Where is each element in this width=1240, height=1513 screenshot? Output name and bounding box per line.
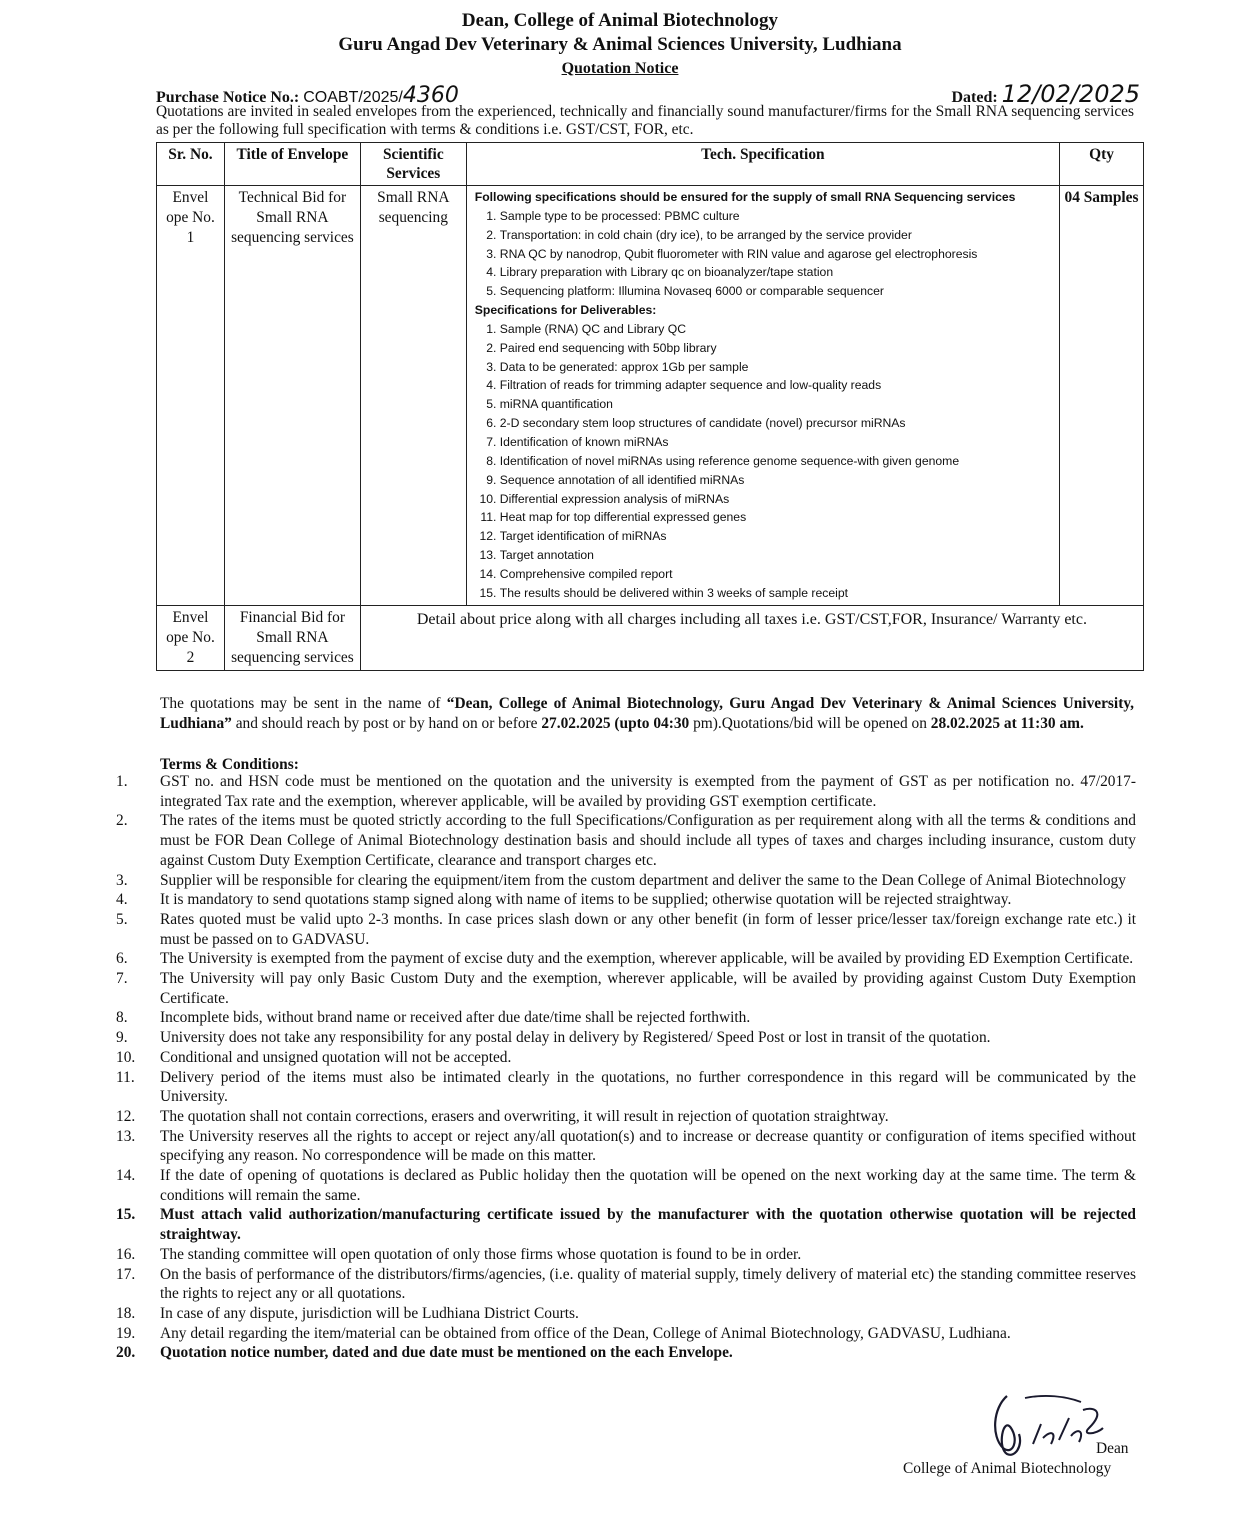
term-text: On the basis of performance of the distributors/firms/agencies, (i.e. quality of material supply, timely delivery of material etc) the standing committee reserves the rights to reject any or all quotations. bbox=[160, 1265, 1136, 1303]
list-item: 7. Identification of known miRNAs bbox=[500, 433, 1051, 452]
term-number: 1. bbox=[116, 773, 128, 790]
envelope-1-service: Small RNA sequencing bbox=[360, 186, 466, 606]
term-number: 18. bbox=[116, 1304, 136, 1322]
term-text: GST no. and HSN code must be mentioned on the quotation and the university is exempted from the payment of GST as per notification no. 47/2017-integrated Tax rate and the exemption, wherever applicable, will be availed by providing GST exemption certificate. bbox=[160, 773, 1136, 810]
term-number: 8. bbox=[116, 1009, 128, 1027]
list-item: 3. Data to be generated: approx 1Gb per sample bbox=[500, 358, 1051, 377]
term-number: 16. bbox=[116, 1245, 136, 1263]
term-item bbox=[116, 1304, 1136, 1324]
handwritten-date: 12/02/2025 bbox=[1001, 80, 1140, 108]
financial-bid-detail: Detail about price along with all charges including all taxes i.e. GST/CST,FOR, Insurance/ Warranty etc. bbox=[360, 605, 1143, 670]
list-item: 12. Target identification of miRNAs bbox=[500, 527, 1051, 546]
term-number: 15. bbox=[116, 1206, 136, 1224]
term-number: 5. bbox=[116, 910, 128, 928]
term-item bbox=[116, 1205, 1136, 1244]
submission-text-3: pm).Quotations/bid will be opened on bbox=[689, 714, 931, 732]
term-number: 4. bbox=[116, 891, 128, 909]
spec-intro: Following specifications should be ensured for the supply of small RNA Sequencing services bbox=[474, 190, 1016, 204]
term-number: 10. bbox=[116, 1048, 136, 1066]
term-number: 12. bbox=[116, 1107, 136, 1125]
header-qty: Qty bbox=[1059, 143, 1143, 186]
header-scientific-services: Scientific Services bbox=[360, 143, 466, 186]
submission-open-date: 28.02.2025 at 11:30 am. bbox=[930, 714, 1084, 732]
list-item: 5. Sequencing platform: Illumina Novaseq 6000 or comparable sequencer bbox=[500, 282, 1051, 301]
envelope-1-qty: 04 Samples bbox=[1059, 186, 1143, 606]
tech-specification-cell bbox=[466, 186, 1059, 606]
term-text: Delivery period of the items must also be intimated clearly in the quotations, no further correspondence in this regard will be communicated by the University. bbox=[160, 1068, 1136, 1106]
list-item: 4. Filtration of reads for trimming adapter sequence and low-quality reads bbox=[500, 376, 1051, 395]
list-item: 8. Identification of novel miRNAs using reference genome sequence-with given genome bbox=[500, 452, 1051, 471]
submission-text-1: The quotations may be sent in the name of bbox=[160, 695, 447, 712]
term-text: The quotation shall not contain corrections, erasers and overwriting, it will result in rejection of quotation straightway. bbox=[160, 1107, 889, 1125]
term-number: 7. bbox=[116, 970, 128, 988]
list-item: 15. The results should be delivered within 3 weeks of sample receipt bbox=[500, 584, 1051, 603]
term-number: 6. bbox=[116, 950, 128, 968]
term-number: 14. bbox=[116, 1167, 136, 1185]
terms-list bbox=[116, 772, 1136, 1363]
list-item: 5. miRNA quantification bbox=[500, 395, 1051, 414]
signatory-title: Dean bbox=[1096, 1440, 1129, 1457]
list-item: 13. Target annotation bbox=[500, 546, 1051, 565]
dated-label: Dated: bbox=[951, 89, 998, 106]
header-dean-line: Dean, College of Animal Biotechnology bbox=[461, 10, 779, 31]
term-item bbox=[116, 1245, 1136, 1265]
term-text: Must attach valid authorization/manufacturing certificate issued by the manufacturer with the quotation otherwise quotation will be rejected straightway. bbox=[160, 1206, 1136, 1244]
term-number: 20. bbox=[116, 1344, 136, 1362]
submission-text-2: and should reach by post or by hand on or before bbox=[231, 714, 542, 732]
term-item bbox=[116, 1048, 1136, 1068]
specification-table bbox=[156, 142, 1144, 671]
header-title-of-envelope: Title of Envelope bbox=[224, 143, 360, 186]
term-text: Incomplete bids, without brand name or received after due date/time shall be rejected forthwith. bbox=[160, 1009, 751, 1027]
table-header-row bbox=[157, 143, 1144, 186]
list-item: 11. Heat map for top differential expressed genes bbox=[500, 508, 1051, 527]
term-item bbox=[116, 910, 1136, 949]
list-item: 4. Library preparation with Library qc on bioanalyzer/tape station bbox=[500, 263, 1051, 282]
notice-title: Quotation Notice bbox=[561, 60, 679, 77]
term-text: It is mandatory to send quotations stamp signed along with name of items to be supplied; otherwise quotation will be rejected straightway. bbox=[160, 891, 1012, 909]
submission-addressee: “Dean, College of Animal Biotechnology, Guru Angad Dev Veterinary & Animal Sciences University, Ludhiana” bbox=[160, 695, 1135, 732]
term-item bbox=[116, 811, 1136, 870]
term-text: The University will pay only Basic Custom Duty and the exemption, wherever applicable, will be availed by providing against Custom Duty Exemption Certificate. bbox=[160, 970, 1136, 1007]
term-text: Rates quoted must be valid upto 2-3 months. In case prices slash down or any other benefit (in form of lesser price/lesser tax/foreign exchange rate etc.) it must be passed on to GADVASU. bbox=[160, 910, 1136, 948]
term-text: If the date of opening of quotations is declared as Public holiday then the quotation will be opened on the next working day at the same time. The term & conditions will remain the same. bbox=[160, 1167, 1136, 1204]
term-text: The rates of the items must be quoted strictly according to the full Specifications/Configuration as per requirement along with all the terms & conditions and must be FOR Dean College of Animal Biotechnology destination basis and should include all types of taxes and charges including insurance, custom duty against Custom Duty Exemption Certificate, clearance and transport charges etc. bbox=[160, 812, 1136, 869]
deliverables-heading: Specifications for Deliverables: bbox=[474, 303, 657, 318]
term-number: 3. bbox=[116, 871, 128, 889]
term-text: The University is exempted from the payment of excise duty and the exemption, wherever applicable, will be availed by providing ED Exemption Certificate. bbox=[160, 950, 1134, 968]
term-item bbox=[116, 969, 1136, 1008]
terms-heading: Terms & Conditions: bbox=[160, 756, 299, 773]
intro-paragraph: Quotations are invited in sealed envelopes from the experienced, technically and financially sound manufacturer/firms for the Small RNA sequencing services as per the following full specification with terms & conditions i.e. GST/CST, FOR, etc. bbox=[156, 103, 1134, 138]
header-tech-specification: Tech. Specification bbox=[466, 143, 1059, 186]
header-sr-no: Sr. No. bbox=[157, 143, 225, 186]
term-text: University does not take any responsibility for any postal delay in delivery by Registered/ Speed Post or lost in transit of the quotation. bbox=[160, 1029, 991, 1047]
list-item: 6. 2-D secondary stem loop structures of candidate (novel) precursor miRNAs bbox=[500, 414, 1051, 433]
list-item: 1. Sample type to be processed: PBMC culture bbox=[500, 207, 1051, 226]
term-number: 11. bbox=[116, 1068, 135, 1086]
list-item: 2. Transportation: in cold chain (dry ice), to be arranged by the service provider bbox=[500, 226, 1051, 245]
term-item bbox=[116, 1068, 1136, 1107]
term-item bbox=[116, 1107, 1136, 1127]
purchase-notice-number: COABT/2025/ bbox=[303, 89, 403, 106]
term-text: Supplier will be responsible for clearing the equipment/item from the custom department and deliver the same to the Dean College of Animal Biotechnology bbox=[160, 871, 1126, 889]
submission-due-date: 27.02.2025 (upto 04:30 bbox=[541, 714, 690, 732]
term-item bbox=[116, 1265, 1136, 1304]
list-item: 9. Sequence annotation of all identified miRNAs bbox=[500, 471, 1051, 490]
term-text: The standing committee will open quotation of only those firms whose quotation is found to be in order. bbox=[160, 1245, 802, 1263]
term-number: 13. bbox=[116, 1127, 136, 1145]
deliverables-list bbox=[475, 320, 1051, 603]
term-text: Quotation notice number, dated and due date must be mentioned on the each Envelope. bbox=[160, 1344, 733, 1362]
term-item bbox=[116, 871, 1136, 891]
envelope-1-title: Technical Bid for Small RNA sequencing services bbox=[224, 186, 360, 606]
signatory-office: College of Animal Biotechnology bbox=[903, 1460, 1112, 1477]
envelope-2-title: Financial Bid for Small RNA sequencing services bbox=[224, 605, 360, 670]
purchase-notice-label: Purchase Notice No.: bbox=[156, 89, 300, 106]
envelope-2-sr: Envel ope No. 2 bbox=[157, 605, 225, 670]
term-number: 9. bbox=[116, 1029, 128, 1047]
purchase-notice-handwritten-number: 4360 bbox=[402, 83, 459, 108]
term-text: Conditional and unsigned quotation will not be accepted. bbox=[160, 1048, 512, 1066]
term-number: 17. bbox=[116, 1265, 136, 1283]
term-number: 2. bbox=[116, 812, 128, 830]
term-text: The University reserves all the rights to accept or reject any/all quotation(s) and to increase or decrease quantity or configuration of items specified without specifying any reason. No correspondence will be made on this matter. bbox=[160, 1127, 1136, 1165]
list-item: 2. Paired end sequencing with 50bp library bbox=[500, 339, 1051, 358]
term-item bbox=[116, 1343, 1136, 1363]
submission-paragraph bbox=[160, 694, 1134, 733]
list-item: 10. Differential expression analysis of miRNAs bbox=[500, 490, 1051, 509]
term-item bbox=[116, 949, 1136, 969]
spec-list bbox=[475, 207, 1051, 301]
list-item: 3. RNA QC by nanodrop, Qubit fluorometer with RIN value and agarose gel electrophoresis bbox=[500, 245, 1051, 264]
table-row bbox=[157, 605, 1144, 670]
term-item bbox=[116, 1324, 1136, 1344]
term-number: 19. bbox=[116, 1324, 136, 1342]
header-university-line: Guru Angad Dev Veterinary & Animal Sciences University, Ludhiana bbox=[338, 34, 902, 55]
term-text: In case of any dispute, jurisdiction will be Ludhiana District Courts. bbox=[160, 1304, 579, 1322]
term-item bbox=[116, 890, 1136, 910]
term-item bbox=[116, 1166, 1136, 1205]
term-item bbox=[116, 1028, 1136, 1048]
term-item bbox=[116, 772, 1136, 811]
list-item: 1. Sample (RNA) QC and Library QC bbox=[500, 320, 1051, 339]
term-item bbox=[116, 1008, 1136, 1028]
table-row bbox=[157, 186, 1144, 606]
envelope-1-sr: Envel ope No. 1 bbox=[157, 186, 225, 606]
list-item: 14. Comprehensive compiled report bbox=[500, 565, 1051, 584]
term-text: Any detail regarding the item/material can be obtained from office of the Dean, College of Animal Biotechnology, GADVASU, Ludhiana. bbox=[160, 1324, 1011, 1342]
term-item bbox=[116, 1127, 1136, 1166]
